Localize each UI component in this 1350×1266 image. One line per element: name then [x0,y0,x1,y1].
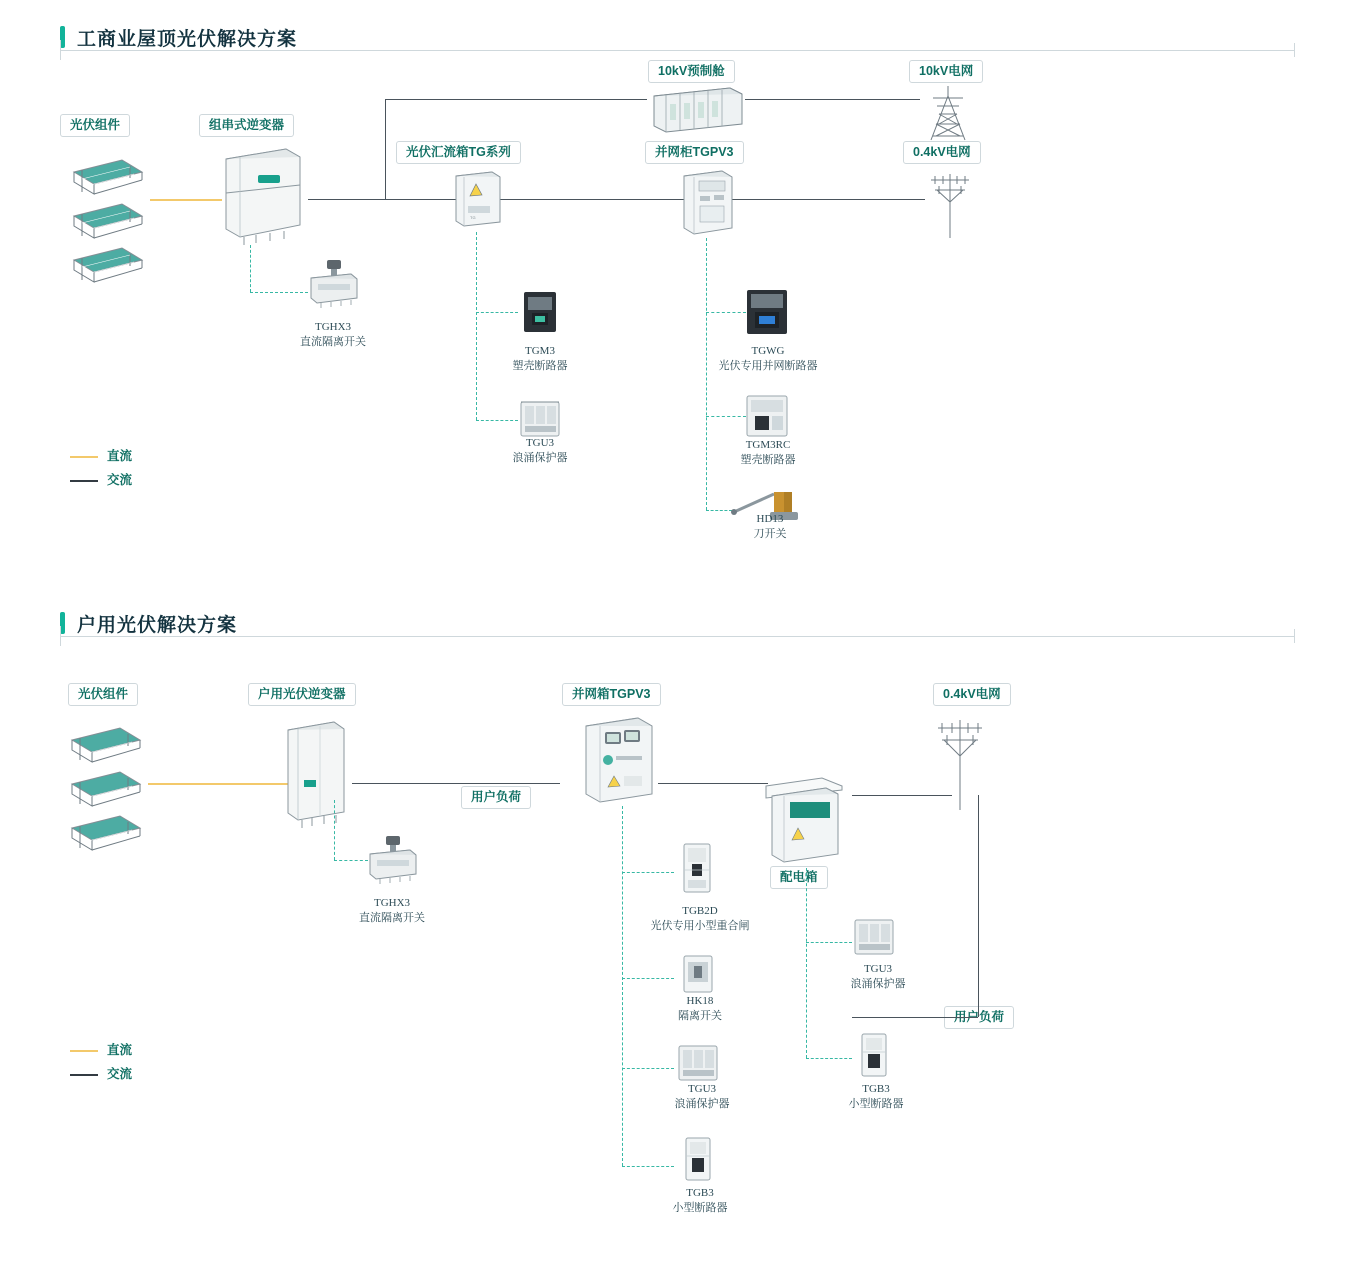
section-divider-commercial [60,50,1295,51]
device-name: 浪涌保护器 [850,978,906,990]
divider-cap-left [60,626,61,646]
dash-inverter-tghx3-v [250,245,251,292]
device-name: 浪涌保护器 [512,452,568,464]
legend-label-dc: 直流 [107,1043,133,1057]
device-name: 浪涌保护器 [674,1098,730,1110]
device-model: HK18 [686,995,714,1007]
divider-cap-right [1294,43,1295,57]
tag-user-load-left: 用户负荷 [461,786,531,809]
device-model: TGM3 [525,345,555,357]
ac-riser-load-right [978,795,979,1017]
pv-panel-group-residential [62,720,157,855]
dash-gridcabinet-v [706,238,707,510]
device-caption-tgb3-distbox [806,1082,946,1112]
legend-line-ac [70,480,98,482]
device-model: TGU3 [687,1083,717,1095]
dash-distbox-v [806,868,807,1058]
distribution-pole-icon-residential [930,712,990,812]
device-model: TGU3 [525,437,555,449]
dash-combiner-tgu3 [476,420,518,421]
grid-box-device [580,714,660,806]
dash-inverter-tghx3-h [250,292,308,293]
tag-grid-04kv-commercial: 0.4kV电网 [903,141,981,164]
device-caption-tgu3-gridbox [632,1082,772,1112]
device-name: 塑壳断路器 [740,454,796,466]
device-tgwg-icon [742,286,792,338]
ac-line-inverter-to-gridbox [352,783,560,784]
device-caption-hk18 [640,994,760,1024]
device-model: TGB3 [686,1187,714,1199]
divider-cap-right [1294,629,1295,643]
tag-grid-10kv: 10kV电网 [909,60,983,83]
combiner-box-device [452,168,504,230]
device-model: TGHX3 [314,321,352,333]
tag-combiner-box: 光伏汇流箱TG系列 [396,141,521,164]
legend-line-ac [70,1074,98,1076]
section-header-residential [60,608,237,638]
ac-line-to-load-right [852,1017,978,1018]
ac-riser-to-cabin [385,99,386,199]
dc-line-commercial [150,199,222,201]
ac-line-to-prefab-cabin [385,99,647,100]
dash-gridbox-tgb2d [622,872,674,873]
device-name: 光伏专用小型重合闸 [650,920,750,932]
dash-res-inverter-h [334,860,368,861]
device-caption-tgb2d [610,904,790,934]
section-title: 工商业屋顶光伏解决方案 [77,28,298,50]
device-caption-tgb3-gridbox [630,1186,770,1216]
tag-pv-module-commercial: 光伏组件 [60,114,130,137]
tag-distribution-box: 配电箱 [770,866,828,889]
residential-inverter-device [280,716,352,836]
ac-line-gridbox-to-distbox [658,783,768,784]
tag-prefab-cabin: 10kV预制舱 [648,60,735,83]
distribution-pole-icon-commercial [925,168,975,240]
section-divider-residential [60,636,1295,637]
legend-line-dc [70,456,98,458]
device-name: 小型断路器 [848,1098,904,1110]
dash-gridcabinet-tgm3rc [706,416,746,417]
transmission-tower-icon [925,84,971,142]
tag-pv-module-residential: 光伏组件 [68,683,138,706]
device-name: 直流隔离开关 [300,336,366,348]
device-caption-tgu3-commercial [470,436,610,466]
dash-distbox-tgu3 [806,942,852,943]
string-inverter-device [218,141,308,251]
device-caption-tgm3rc [688,438,848,468]
device-tgu3-icon-gridbox [674,1040,722,1088]
legend-ac-residential [70,1064,132,1082]
device-name: 光伏专用并网断路器 [718,360,818,372]
tag-string-inverter: 组串式逆变器 [199,114,294,137]
dash-gridcabinet-tgwg [706,312,746,313]
device-name: 刀开关 [753,528,787,540]
divider-cap-left [60,40,61,60]
section-title: 户用光伏解决方案 [77,614,238,636]
legend-label-ac: 交流 [107,1067,133,1081]
device-tghx3-icon-residential [364,834,420,890]
grid-cabinet-device [680,168,736,238]
dash-gridbox-tgb3 [622,1166,674,1167]
legend-ac-commercial [70,470,132,488]
prefab-cabin-device [650,84,746,134]
device-model: TGHX3 [373,897,411,909]
device-caption-hd13 [700,512,840,542]
tag-residential-inverter: 户用光伏逆变器 [248,683,356,706]
device-caption-tgwg [688,344,848,374]
device-tgm3-icon [518,288,562,336]
device-tghx3-icon-commercial [305,258,361,314]
dash-gridbox-tgu3 [622,1068,674,1069]
device-caption-tgu3-distbox [808,962,948,992]
legend-label-dc: 直流 [107,449,133,463]
device-caption-tghx3-residential [314,896,470,926]
device-caption-tgm3 [470,344,610,374]
ac-line-cabin-to-grid10 [745,99,920,100]
device-tgm3rc-icon [742,392,792,440]
svg-text:TG: TG [470,215,476,220]
legend-dc-residential [70,1040,132,1058]
device-caption-tghx3-commercial [255,320,411,350]
device-name: 直流隔离开关 [359,912,425,924]
device-tgu3-icon-distbox [850,914,898,962]
tag-grid-04kv-residential: 0.4kV电网 [933,683,1011,706]
tag-grid-cabinet: 并网柜TGPV3 [645,141,744,164]
pv-panel-group-commercial [64,152,159,287]
device-model: TGB2D [682,905,718,917]
device-hk18-icon [678,952,718,998]
legend-line-dc [70,1050,98,1052]
dash-distbox-tgb3 [806,1058,852,1059]
device-tgb2d-icon [676,840,718,898]
dash-gridbox-v [622,806,623,1166]
dash-gridbox-hk18 [622,978,674,979]
dc-line-residential [148,783,288,785]
dash-combiner-tgm3 [476,312,518,313]
device-name: 塑壳断路器 [512,360,568,372]
dash-res-inverter-v [334,800,335,860]
legend-dc-commercial [70,446,132,464]
section-header-commercial [60,22,297,52]
device-name: 小型断路器 [672,1202,728,1214]
device-tgb3-icon-distbox [854,1030,894,1082]
device-model: TGU3 [863,963,893,975]
device-name: 隔离开关 [678,1010,722,1022]
dash-combiner-v [476,232,477,420]
device-model: TGB3 [862,1083,890,1095]
device-tgb3-icon-gridbox [678,1134,718,1186]
device-model: HD13 [756,513,784,525]
dash-gridcabinet-hd13 [706,510,732,511]
tag-grid-box: 并网箱TGPV3 [562,683,661,706]
distribution-box-device [762,772,846,868]
tag-user-load-right: 用户负荷 [944,1006,1014,1029]
device-model: TGWG [751,345,785,357]
ac-line-cabinet-to-grid04 [730,199,925,200]
legend-label-ac: 交流 [107,473,133,487]
device-model: TGM3RC [745,439,791,451]
